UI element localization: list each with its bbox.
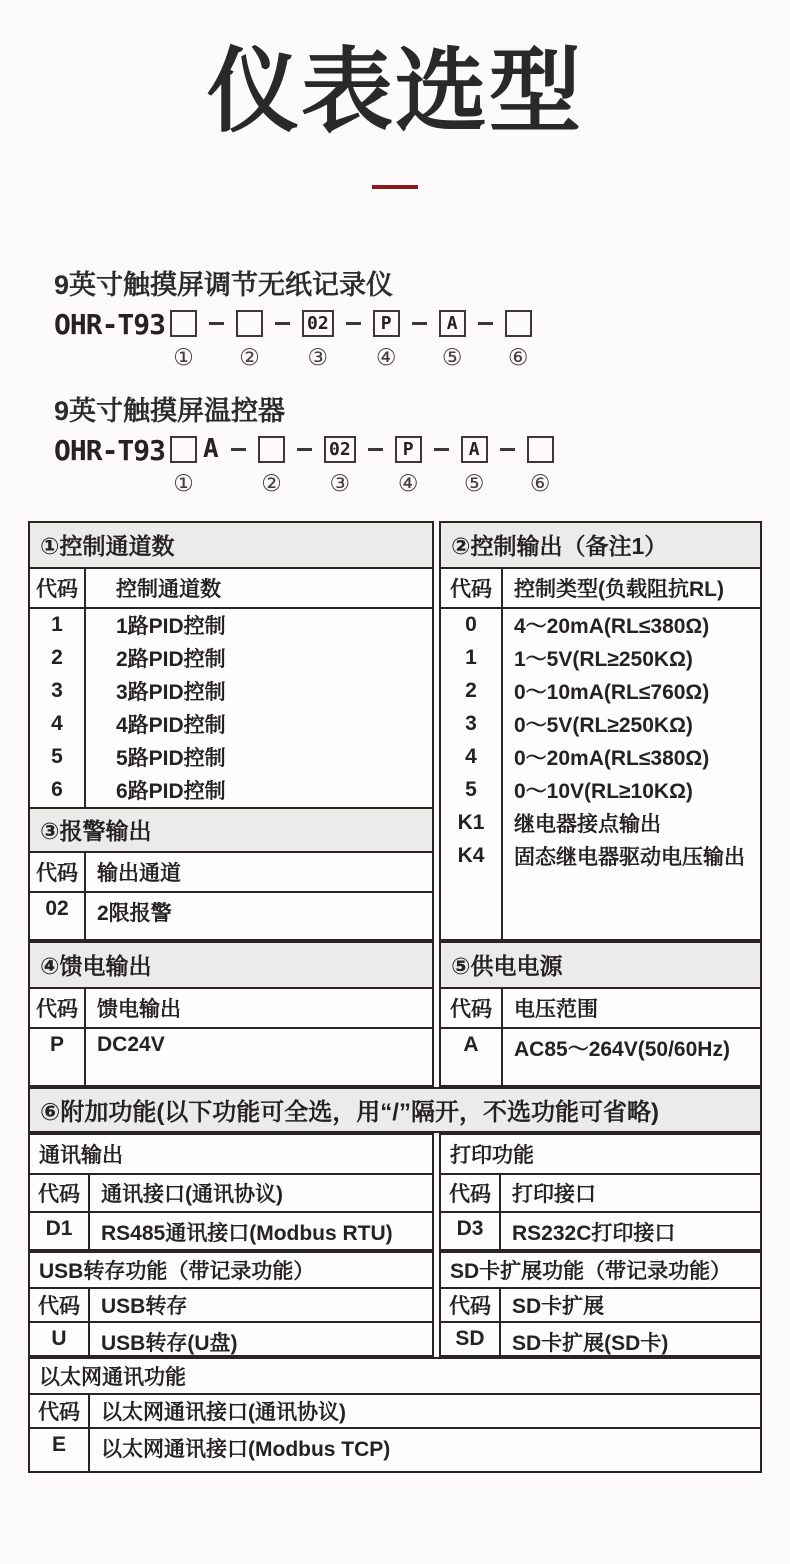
table-row xyxy=(30,1429,760,1471)
dash-separator xyxy=(368,448,383,451)
page-title: 仪表选型 xyxy=(206,41,583,143)
code-box: P xyxy=(395,436,422,463)
desc-cell: 2限报警 xyxy=(97,901,172,925)
table-row xyxy=(441,642,760,675)
code-cell: 4 xyxy=(441,741,503,774)
code-cell: K4 xyxy=(441,840,503,873)
desc-cell: USB转存(U盘) xyxy=(101,1331,238,1355)
code-slot xyxy=(324,436,356,497)
desc-header-cell: 打印接口 xyxy=(512,1182,596,1206)
code-header-cell: 代码 xyxy=(30,1175,90,1211)
model-prefix: OHR-T93 xyxy=(54,433,166,467)
table-row xyxy=(441,1323,760,1357)
table-row xyxy=(30,642,432,675)
desc-header-cell: SD卡扩展 xyxy=(512,1294,605,1318)
code-header-cell: 代码 xyxy=(30,1395,90,1427)
desc-cell: 固态继电器驱动电压输出 xyxy=(514,846,745,870)
subsection-title: USB转存功能（带记录功能） xyxy=(30,1253,432,1289)
desc-cell: 0～5V(RL≥250KΩ) xyxy=(514,714,693,738)
section-4-band: ④馈电输出 xyxy=(30,943,432,989)
table-row xyxy=(30,1323,432,1357)
model-prefix: OHR-T93 xyxy=(54,307,166,341)
table-header-row xyxy=(30,1395,760,1429)
code-box: A xyxy=(461,436,488,463)
code-box xyxy=(170,436,197,463)
desc-cell: 0～20mA(RL≤380Ω) xyxy=(514,747,710,771)
table-header-row xyxy=(30,853,432,893)
desc-cell: 4～20mA(RL≤380Ω) xyxy=(514,615,710,639)
desc-cell: 6路PID控制 xyxy=(116,780,226,804)
table-header-row xyxy=(30,989,432,1029)
code-box: 02 xyxy=(302,310,334,337)
section-6-band: ⑥附加功能(以下功能可全选，用“/”隔开，不选功能可省略) xyxy=(28,1087,762,1133)
model-block-recorder xyxy=(54,263,790,371)
desc-cell: 5路PID控制 xyxy=(116,747,226,771)
table-header-row xyxy=(30,569,432,609)
section-control-channels xyxy=(28,521,434,941)
subsection-print xyxy=(439,1133,762,1251)
table-row xyxy=(441,1213,760,1249)
code-cell: 4 xyxy=(30,708,86,741)
desc-cell: 0～10mA(RL≤760Ω) xyxy=(514,681,710,705)
desc-cell: 以太网通讯接口(Modbus TCP) xyxy=(101,1437,391,1461)
table-row xyxy=(441,1029,760,1085)
desc-header-cell: 以太网通讯接口(通讯协议) xyxy=(101,1400,346,1424)
dash-separator xyxy=(209,322,224,325)
code-cell: 3 xyxy=(441,708,503,741)
code-slot xyxy=(170,310,197,371)
table-header-row xyxy=(441,1175,760,1213)
desc-cell: 继电器接点输出 xyxy=(514,813,661,837)
desc-header-cell: USB转存 xyxy=(101,1294,188,1318)
model-code-line xyxy=(54,433,790,497)
table-row xyxy=(30,893,432,939)
desc-cell: RS485通讯接口(Modbus RTU) xyxy=(101,1221,393,1245)
code-slot xyxy=(170,433,219,497)
table-header-row xyxy=(30,1289,432,1323)
model-codes-area xyxy=(54,263,790,497)
table-header-row xyxy=(441,569,760,609)
code-cell: 02 xyxy=(30,893,86,939)
slot-number: ⑥ xyxy=(529,469,551,496)
subsection-usb xyxy=(28,1251,434,1357)
table-row xyxy=(30,1029,432,1085)
code-header-cell: 代码 xyxy=(30,569,86,607)
desc-header-cell: 控制通道数 xyxy=(116,577,221,601)
slot-number: ③ xyxy=(329,469,351,496)
desc-header-cell: 电压范围 xyxy=(514,997,598,1021)
table-row xyxy=(441,807,760,840)
dash-separator xyxy=(412,322,427,325)
code-box: 02 xyxy=(324,436,356,463)
section-2-band: ②控制输出（备注1） xyxy=(441,523,760,569)
slot-number: ④ xyxy=(397,469,419,496)
desc-header-cell: 输出通道 xyxy=(97,861,181,885)
code-box: A xyxy=(439,310,466,337)
subsection-title: 通讯输出 xyxy=(30,1135,432,1175)
code-slot xyxy=(395,436,422,497)
subsection-sd xyxy=(439,1251,762,1357)
desc-cell: 2路PID控制 xyxy=(116,648,226,672)
model-name: 9英寸触摸屏调节无纸记录仪 xyxy=(54,269,394,300)
desc-cell: AC85～264V(50/60Hz) xyxy=(514,1037,730,1061)
code-cell: SD xyxy=(441,1323,501,1357)
code-box xyxy=(236,310,263,337)
code-cell: D1 xyxy=(30,1213,90,1249)
section-control-output xyxy=(439,521,762,941)
model-code-line xyxy=(54,307,790,371)
code-header-cell: 代码 xyxy=(30,1289,90,1321)
code-cell: P xyxy=(30,1029,86,1085)
table-header-row xyxy=(441,989,760,1029)
code-header-cell: 代码 xyxy=(30,989,86,1027)
section-3-band: ③报警输出 xyxy=(30,807,432,853)
desc-cell: 4路PID控制 xyxy=(116,714,226,738)
code-cell: K1 xyxy=(441,807,503,840)
desc-cell: 3路PID控制 xyxy=(116,681,226,705)
subsection-title: SD卡扩展功能（带记录功能） xyxy=(441,1253,760,1289)
model-block-temp-controller xyxy=(54,389,790,497)
desc-cell: SD卡扩展(SD卡) xyxy=(512,1331,669,1355)
dash-separator xyxy=(275,322,290,325)
code-slot xyxy=(302,310,334,371)
code-slot xyxy=(258,436,285,497)
code-cell: 1 xyxy=(30,609,86,642)
table-filler xyxy=(441,873,760,939)
dash-separator xyxy=(500,448,515,451)
code-slot xyxy=(439,310,466,371)
code-cell: 3 xyxy=(30,675,86,708)
code-header-cell: 代码 xyxy=(441,1289,501,1321)
dash-separator xyxy=(478,322,493,325)
table-row xyxy=(30,675,432,708)
slot-number: ① xyxy=(173,343,194,370)
code-box xyxy=(527,436,554,463)
slot-number: ⑤ xyxy=(441,343,463,370)
code-slot xyxy=(236,310,263,371)
section-feed-output xyxy=(28,941,434,1087)
code-slot xyxy=(461,436,488,497)
dash-separator xyxy=(434,448,449,451)
table-row xyxy=(441,609,760,642)
table-row xyxy=(441,741,760,774)
slot-number: ③ xyxy=(307,343,329,370)
desc-header-cell: 控制类型(负载阻抗RL) xyxy=(514,577,724,601)
code-cell: 1 xyxy=(441,642,503,675)
section-power-supply xyxy=(439,941,762,1087)
code-cell: D3 xyxy=(441,1213,501,1249)
table-header-row xyxy=(441,1289,760,1323)
code-header-cell: 代码 xyxy=(441,569,503,607)
code-suffix: A xyxy=(203,433,219,464)
section-5-band: ⑤供电电源 xyxy=(441,943,760,989)
code-slot xyxy=(373,310,400,371)
desc-cell: 1路PID控制 xyxy=(116,615,226,639)
code-cell: 2 xyxy=(441,675,503,708)
model-name: 9英寸触摸屏温控器 xyxy=(54,395,286,426)
selection-table xyxy=(28,521,762,1473)
desc-header-cell: 通讯接口(通讯协议) xyxy=(101,1182,283,1206)
subsection-ethernet xyxy=(28,1357,762,1473)
code-box xyxy=(170,310,197,337)
slot-number: ⑥ xyxy=(507,343,529,370)
code-cell: A xyxy=(441,1029,503,1085)
slot-number: ② xyxy=(239,343,260,370)
code-box xyxy=(505,310,532,337)
subsection-comm-output xyxy=(28,1133,434,1251)
code-cell: 6 xyxy=(30,774,86,807)
code-box: P xyxy=(373,310,400,337)
desc-cell: DC24V xyxy=(97,1032,165,1056)
dash-separator xyxy=(297,448,312,451)
dash-separator xyxy=(231,448,246,451)
code-cell: 5 xyxy=(441,774,503,807)
subsection-title: 以太网通讯功能 xyxy=(30,1359,760,1395)
slot-number: ④ xyxy=(375,343,397,370)
slot-number: ① xyxy=(173,469,194,496)
code-slot xyxy=(505,310,532,371)
title-underline xyxy=(372,185,418,189)
table-row xyxy=(441,840,760,873)
code-slot xyxy=(527,436,554,497)
slot-number: ② xyxy=(261,469,282,496)
code-cell: U xyxy=(30,1323,90,1357)
dash-separator xyxy=(346,322,361,325)
subsection-title: 打印功能 xyxy=(441,1135,760,1175)
code-cell: 5 xyxy=(30,741,86,774)
table-row xyxy=(30,609,432,642)
code-cell: E xyxy=(30,1429,90,1471)
table-row xyxy=(30,741,432,774)
code-cell: 0 xyxy=(441,609,503,642)
desc-cell: 1～5V(RL≥250KΩ) xyxy=(514,648,693,672)
code-box xyxy=(258,436,285,463)
table-header-row xyxy=(30,1175,432,1213)
table-row xyxy=(441,774,760,807)
desc-cell: RS232C打印接口 xyxy=(512,1221,676,1245)
table-row xyxy=(30,708,432,741)
section-1-band: ①控制通道数 xyxy=(30,523,432,569)
table-row xyxy=(441,708,760,741)
table-row xyxy=(30,1213,432,1249)
desc-cell: 0～10V(RL≥10KΩ) xyxy=(514,780,693,804)
table-row xyxy=(30,774,432,807)
code-header-cell: 代码 xyxy=(30,853,86,891)
code-cell: 2 xyxy=(30,642,86,675)
code-header-cell: 代码 xyxy=(441,989,503,1027)
table-row xyxy=(441,675,760,708)
code-header-cell: 代码 xyxy=(441,1175,501,1211)
slot-number: ⑤ xyxy=(463,469,485,496)
desc-header-cell: 馈电输出 xyxy=(97,997,181,1021)
